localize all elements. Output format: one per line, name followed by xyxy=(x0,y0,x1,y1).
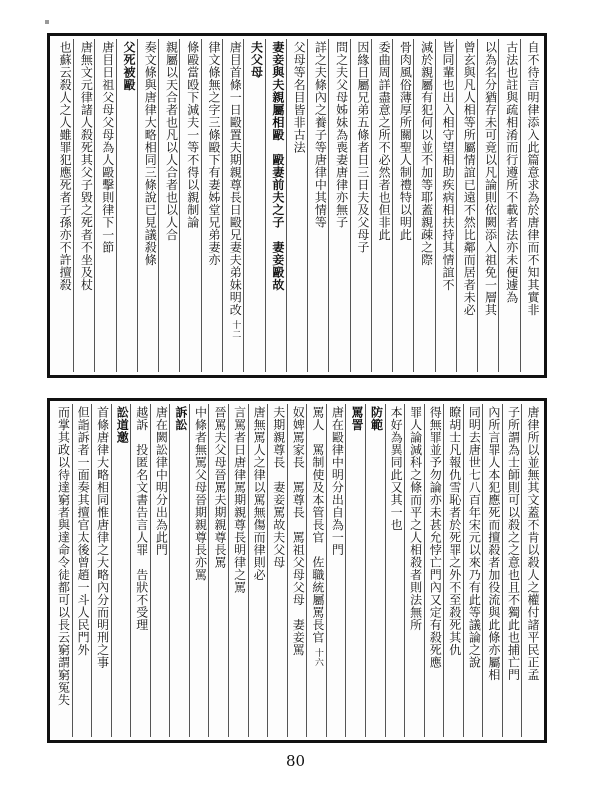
text-column: 自不待言明律添入此篇意求為於唐律而不知其實非 xyxy=(520,39,541,372)
text-column: 也蘇云殺人之人雖罪犯應死者子孫亦不許擅殺 xyxy=(58,41,73,291)
text-column: 唐無罵人之律以罵無傷而律則必 xyxy=(248,404,268,737)
text-column: 父母等名目皆非古法 xyxy=(286,39,307,372)
text-column: 但詣訴者一面奏其擅官太後曾趙一斗人民門外 xyxy=(72,404,92,737)
text-column: 問之夫父母姊妹為喪妻唐律亦無子 xyxy=(328,39,349,372)
bottom-text-columns xyxy=(53,404,541,737)
text-column: 而掌其政以待達窮者與達命令徒都可以長云窮謂窮冤失 xyxy=(56,406,71,706)
text-column: 因緣日屬兄弟五條者日三日夫及父母子 xyxy=(350,39,371,372)
bottom-page-panel xyxy=(47,398,547,743)
text-column: 訟道邀 xyxy=(111,404,131,737)
text-column: 親屬以天合者也凡以人合者也以人合 xyxy=(158,39,179,372)
text-column: 唐在闕訟律中明分出為此門 xyxy=(150,404,170,737)
text-column: 減於親屬有犯何以並不加等耶蓋親疎之際 xyxy=(413,39,434,372)
page-number: 80 xyxy=(285,752,306,770)
text-column: 瞭胡士凡報仇雪恥者於死罪之外不至殺死其仇 xyxy=(443,404,463,737)
text-column: 中條者無罵父母晉期親尊長亦罵 xyxy=(189,404,209,737)
text-column: 條毆當殴下減夫一等不得以親制論 xyxy=(179,39,200,372)
text-column: 妻妾與夫親屬相毆 毆妻前夫之子 妻妾毆故 xyxy=(265,39,286,372)
top-page-panel xyxy=(47,33,547,378)
text-column: 本好為異同此又其一也 xyxy=(385,404,405,737)
text-column: 律文條無之字三條毆下有妻姊堂兄弟妻亦 xyxy=(201,39,222,372)
text-column: 夫父母 xyxy=(243,39,264,372)
folio-marker: 十二 xyxy=(230,320,241,339)
text-column: 唐目日祖父母父母為人毆擊則律下一節 xyxy=(94,39,115,372)
text-column: 委曲周詳盡意之所不必然者也但非此 xyxy=(371,39,392,372)
text-column: 訴訟 xyxy=(169,404,189,737)
scan-speck xyxy=(45,20,49,24)
text-column: 唐律所以並無其文蓋不肯以殺人之權付諸平民正孟 xyxy=(521,404,541,737)
text-column: 夫期親尊長 妻妾罵故夫父母 xyxy=(267,404,287,737)
text-column: 越訴 投匿名文書告言人罪 告狀不受理 xyxy=(130,404,150,737)
text-column: 古法也註與疏相淆而行遵所不載者法亦未便遽為 xyxy=(498,39,519,372)
text-column: 唐目首條一日毆置夫期親尊長日毆兄妻夫弟妹明改十二 xyxy=(222,39,243,372)
text-column: 骨肉風俗薄厚所關聖人制禮特以明此 xyxy=(392,39,413,372)
text-column: 奏文條與唐律大略相同三條說已見議殺條 xyxy=(137,39,158,372)
text-column: 皆同輩也出入相守望相助疾病相扶持其情誼不 xyxy=(435,39,456,372)
text-column: 防範 xyxy=(365,404,385,737)
text-column: 罪人論減科之條而平之人相殺者則法無所 xyxy=(404,404,424,737)
text-column: 首條唐律大略相同惟唐律之大略內分而明刑之事 xyxy=(91,404,111,737)
text-column: 詳之夫條內之養子等唐律中其情等 xyxy=(307,39,328,372)
text-column: 晉罵夫父母晉罵夫期親尊長罵 xyxy=(208,404,228,737)
text-column: 罵人 罵制使及本管長官 佐職統屬罵長官十六 xyxy=(306,404,326,737)
text-column: 言罵者日唐律罵期親尊長明律之罵 xyxy=(228,404,248,737)
text-column: 得無罪並予勿論亦未甚允悖亡門內又定有殺死應 xyxy=(424,404,444,737)
text-column: 奴婢罵家長 罵尊長 罵祖父母父母 妻妾罵 xyxy=(287,404,307,737)
text-column: 唐無文元律諸人殺死其父子毀之死者不坐及杖 xyxy=(73,39,94,372)
text-column: 父死被毆 xyxy=(116,39,137,372)
top-text-columns xyxy=(53,39,541,372)
text-column: 子所謂為士師則可以殺之之意也且不獨此也捕亡門 xyxy=(502,404,522,737)
text-column: 罵詈 xyxy=(345,404,365,737)
text-column: 內所言罪人本犯應死而擅殺者加役流與此條亦屬相 xyxy=(482,404,502,737)
folio-marker: 十六 xyxy=(312,647,323,667)
text-column: 唐在毆律中明分出自為一門 xyxy=(326,404,346,737)
text-column: 同明去唐世七八百年宋元以來乃有此等議論之說 xyxy=(463,404,483,737)
text-column: 以為名分猶存未可竟以凡論則依闕添入祖免一層其 xyxy=(477,39,498,372)
text-column: 曾玄與凡人相等所屬情誼已遠不然比鄰而居者未必 xyxy=(456,39,477,372)
